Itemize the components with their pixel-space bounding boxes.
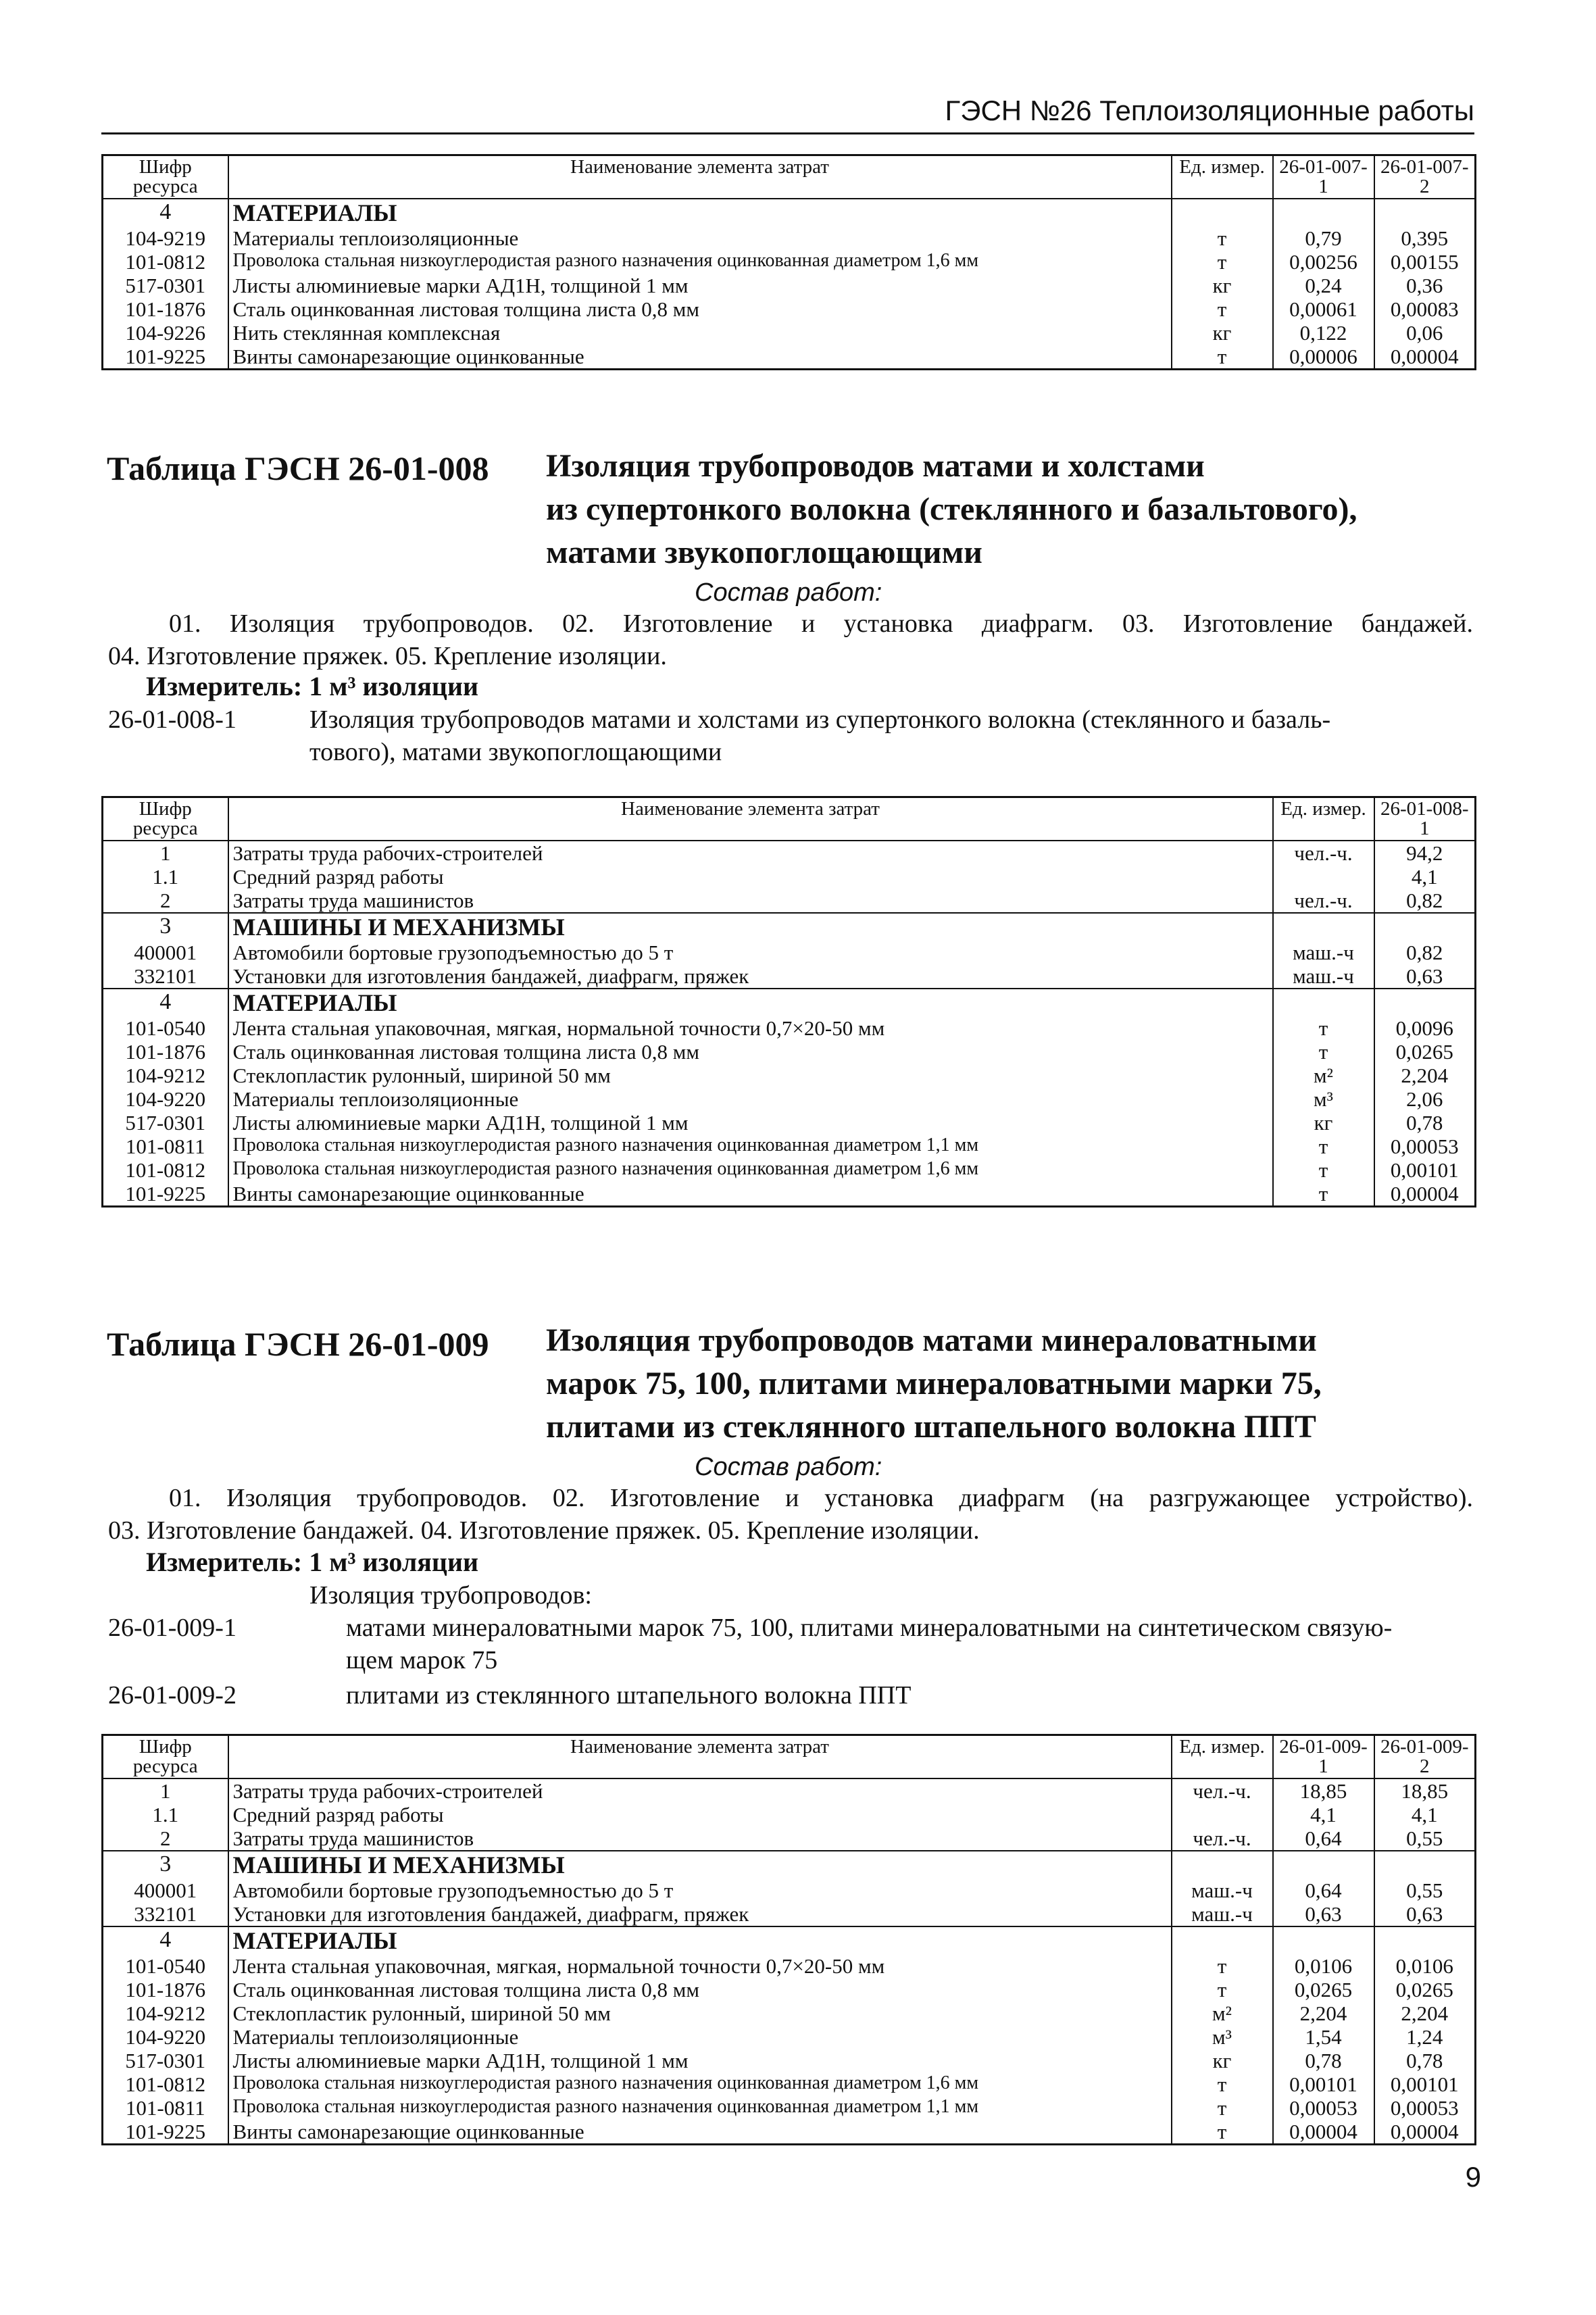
table-body [103,155,1476,370]
value-col-1: 0,00004 [1374,1182,1476,1207]
resource-code: 1.1 [103,865,228,889]
value-col-1: 0,00061 [1273,297,1374,321]
resource-code: 101-1876 [103,1040,228,1064]
unit-of-measure: чел.-ч. [1273,841,1374,865]
running-header: ГЭСН №26 Теплоизоляционные работы [945,95,1474,126]
cost-element-name: Стеклопластик рулонный, шириной 50 мм [228,2001,1172,2025]
table-title [546,1319,1322,1449]
value-col-1 [1273,1851,1374,1878]
unit-of-measure: чел.-ч. [1172,1826,1273,1851]
value-col-1: 2,204 [1273,2001,1374,2025]
table-row [103,1978,1476,2001]
table-row [103,321,1476,345]
cost-element-name: МАТЕРИАЛЫ [228,199,1172,226]
table-row [103,2049,1476,2072]
cost-element-name: Автомобили бортовые грузоподъемностью до 5 т [228,941,1273,964]
value-col-1: 0,64 [1273,1826,1374,1851]
item-description: тового), матами звукопоглощающими [309,738,722,766]
cost-element-name: Средний разряд работы [228,1803,1172,1826]
unit-of-measure: м³ [1172,2025,1273,2049]
work-composition-line: 03. Изготовление бандажей. 04. Изготовление пряжек. 05. Крепление изоляции. [108,1516,980,1545]
value-col-1: 2,204 [1374,1064,1476,1087]
resource-code: 1 [103,1778,228,1803]
unit-of-measure [1172,1803,1273,1826]
item-description: Изоляция трубопроводов матами и холстами из супертонкого волокна (стеклянного и базаль- [309,705,1331,734]
value-col-1: 4,1 [1273,1803,1374,1826]
table-row [103,1902,1476,1926]
resource-code: 101-0812 [103,250,228,274]
resource-code: 517-0301 [103,1111,228,1135]
value-col-2: 0,00155 [1374,250,1476,274]
measurement-unit: Измеритель: 1 м³ изоляции [146,671,479,701]
value-col-1: 0,64 [1273,1878,1374,1902]
header-name: Наименование элемента затрат [228,155,1172,199]
unit-of-measure: маш.-ч [1273,941,1374,964]
value-col-2 [1374,1926,1476,1954]
resource-code: 101-9225 [103,345,228,370]
cost-element-name: Затраты труда рабочих-строителей [228,841,1273,865]
resource-code: 2 [103,889,228,913]
cost-element-name: Листы алюминиевые марки АД1Н, толщиной 1 мм [228,2049,1172,2072]
unit-of-measure: т [1273,1040,1374,1064]
work-composition-heading: Состав работ: [695,1453,882,1481]
header-code: Шифр ресурса [103,797,228,841]
table-row [103,2096,1476,2120]
header-unit: Ед. измер. [1172,1735,1273,1779]
unit-of-measure [1172,1926,1273,1954]
table-row [103,1954,1476,1978]
resource-code: 1 [103,841,228,865]
table-title-line: Изоляция трубопроводов матами минераловатными [546,1322,1317,1358]
resource-code: 400001 [103,1878,228,1902]
unit-of-measure: кг [1172,274,1273,297]
resource-code: 101-9225 [103,2120,228,2145]
page-number: 9 [1465,2161,1481,2193]
unit-of-measure: т [1172,226,1273,250]
value-col-2: 0,78 [1374,2049,1476,2072]
resource-code: 4 [103,989,228,1016]
unit-of-measure: маш.-ч [1172,1902,1273,1926]
resource-code: 4 [103,1926,228,1954]
resource-table-008 [101,796,1476,1208]
resource-code: 101-0812 [103,2072,228,2096]
measurement-unit: Измеритель: 1 м³ изоляции [146,1547,479,1577]
resource-code: 101-0540 [103,1954,228,1978]
value-col-1: 0,82 [1374,941,1476,964]
value-col-1: 0,0106 [1273,1954,1374,1978]
value-col-2: 1,24 [1374,2025,1476,2049]
unit-of-measure: т [1172,2120,1273,2145]
unit-of-measure: т [1172,1954,1273,1978]
unit-of-measure: т [1172,2096,1273,2120]
value-col-1 [1374,989,1476,1016]
unit-of-measure: маш.-ч [1273,964,1374,989]
value-col-1: 0,00101 [1273,2072,1374,2096]
value-col-1 [1273,1926,1374,1954]
table-row [103,1182,1476,1207]
value-col-1: 0,24 [1273,274,1374,297]
table-body [103,1735,1476,2145]
table-header-row [103,155,1476,199]
cost-element-name: Проволока стальная низкоуглеродистая разного назначения оцинкованная диаметром 1,1 мм [228,2096,1172,2120]
value-col-2: 0,00004 [1374,2120,1476,2145]
table-title-line: из супертонкого волокна (стеклянного и базальтового), [546,491,1357,527]
resource-code: 101-1876 [103,297,228,321]
unit-of-measure: кг [1172,321,1273,345]
value-col-2: 0,0265 [1374,1978,1476,2001]
value-col-1 [1374,913,1476,941]
value-col-2: 0,00101 [1374,2072,1476,2096]
table-row [103,297,1476,321]
cost-element-name: Автомобили бортовые грузоподъемностью до 5 т [228,1878,1172,1902]
cost-element-name: Проволока стальная низкоуглеродистая разного назначения оцинкованная диаметром 1,6 мм [228,2072,1172,2096]
value-col-2: 2,204 [1374,2001,1476,2025]
value-col-1: 0,63 [1273,1902,1374,1926]
value-col-2: 0,00083 [1374,297,1476,321]
resource-table-009 [101,1734,1476,2145]
value-col-1: 0,122 [1273,321,1374,345]
unit-of-measure: кг [1172,2049,1273,2072]
value-col-2: 18,85 [1374,1778,1476,1803]
cost-element-name: Сталь оцинкованная листовая толщина листа 0,8 мм [228,297,1172,321]
unit-of-measure: т [1273,1158,1374,1182]
table-row [103,1016,1476,1040]
header-unit: Ед. измер. [1273,797,1374,841]
cost-element-name: Затраты труда машинистов [228,889,1273,913]
value-col-1: 0,0265 [1273,1978,1374,2001]
cost-element-name: МАТЕРИАЛЫ [228,1926,1172,1954]
unit-of-measure: м³ [1273,1087,1374,1111]
resource-code: 104-9219 [103,226,228,250]
cost-element-name: Винты самонарезающие оцинкованные [228,2120,1172,2145]
value-col-1: 0,00006 [1273,345,1374,370]
cost-element-name: Винты самонарезающие оцинкованные [228,1182,1273,1207]
cost-element-name: МАШИНЫ И МЕХАНИЗМЫ [228,913,1273,941]
table-title-line: плитами из стеклянного штапельного волокна ППТ [546,1409,1316,1445]
table-row [103,1778,1476,1803]
unit-of-measure: т [1172,345,1273,370]
item-intro: Изоляция трубопроводов: [309,1581,592,1610]
cost-element-name: Затраты труда машинистов [228,1826,1172,1851]
value-col-1: 0,0096 [1374,1016,1476,1040]
value-col-2: 0,63 [1374,1902,1476,1926]
cost-element-name: Лента стальная упаковочная, мягкая, нормальной точности 0,7×20-50 мм [228,1954,1172,1978]
item-code: 26-01-009-1 [108,1614,236,1642]
cost-element-name: Проволока стальная низкоуглеродистая разного назначения оцинкованная диаметром 1,1 мм [228,1135,1273,1158]
value-col-1: 0,63 [1374,964,1476,989]
table-row [103,345,1476,370]
header-col-1: 26-01-009-1 [1273,1735,1374,1779]
value-col-1: 0,00053 [1273,2096,1374,2120]
unit-of-measure [1172,199,1273,226]
unit-of-measure: чел.-ч. [1172,1778,1273,1803]
cost-element-name: Сталь оцинкованная листовая толщина листа 0,8 мм [228,1978,1172,2001]
work-composition-line: 01. Изоляция трубопроводов. 02. Изготовление и установка диафрагм (на разгружающее устройство). [169,1484,1473,1512]
header-rule [101,132,1474,134]
resource-code: 2 [103,1826,228,1851]
table-row [103,1087,1476,1111]
resource-code: 101-0540 [103,1016,228,1040]
resource-code: 104-9212 [103,2001,228,2025]
unit-of-measure: т [1172,1978,1273,2001]
unit-of-measure: т [1172,297,1273,321]
table-title-line: матами звукопоглощающими [546,534,982,570]
value-col-1: 0,79 [1273,226,1374,250]
unit-of-measure [1172,1851,1273,1878]
table-row [103,1803,1476,1826]
value-col-2: 0,0106 [1374,1954,1476,1978]
unit-of-measure: м² [1273,1064,1374,1087]
cost-element-name: Материалы теплоизоляционные [228,1087,1273,1111]
cost-element-name: Средний разряд работы [228,865,1273,889]
item-description: щем марок 75 [346,1646,498,1674]
header-unit: Ед. измер. [1172,155,1273,199]
table-row [103,274,1476,297]
value-col-1: 0,0265 [1374,1040,1476,1064]
resource-code: 104-9220 [103,1087,228,1111]
cost-element-name: Установки для изготовления бандажей, диафрагм, пряжек [228,964,1273,989]
table-row [103,1135,1476,1158]
resource-code: 104-9220 [103,2025,228,2049]
value-col-1: 18,85 [1273,1778,1374,1803]
table-row [103,941,1476,964]
unit-of-measure: кг [1273,1111,1374,1135]
table-row [103,250,1476,274]
work-composition-line: 04. Изготовление пряжек. 05. Крепление изоляции. [108,642,667,670]
value-col-1: 0,00256 [1273,250,1374,274]
table-header-row [103,1735,1476,1779]
resource-code: 101-0812 [103,1158,228,1182]
value-col-1: 2,06 [1374,1087,1476,1111]
cost-element-name: Листы алюминиевые марки АД1Н, толщиной 1 мм [228,274,1172,297]
resource-code: 400001 [103,941,228,964]
header-name: Наименование элемента затрат [228,797,1273,841]
header-name: Наименование элемента затрат [228,1735,1172,1779]
value-col-1: 0,82 [1374,889,1476,913]
table-row [103,889,1476,913]
table-row [103,1926,1476,1954]
cost-element-name: Установки для изготовления бандажей, диафрагм, пряжек [228,1902,1172,1926]
unit-of-measure: т [1273,1182,1374,1207]
value-col-1: 94,2 [1374,841,1476,865]
unit-of-measure: т [1172,250,1273,274]
header-code: Шифр ресурса [103,1735,228,1779]
unit-of-measure: т [1172,2072,1273,2096]
table-row [103,989,1476,1016]
work-composition-line: 01. Изоляция трубопроводов. 02. Изготовление и установка диафрагм. 03. Изготовление бандажей. [169,609,1473,638]
table-row [103,1111,1476,1135]
resource-code: 101-1876 [103,1978,228,2001]
value-col-2: 0,00004 [1374,345,1476,370]
unit-of-measure: чел.-ч. [1273,889,1374,913]
value-col-1: 0,78 [1374,1111,1476,1135]
table-row [103,1851,1476,1878]
value-col-1: 0,00101 [1374,1158,1476,1182]
table-row [103,1826,1476,1851]
header-col-1: 26-01-007-1 [1273,155,1374,199]
header-code: Шифр ресурса [103,155,228,199]
unit-of-measure [1273,989,1374,1016]
table-row [103,2001,1476,2025]
value-col-2 [1374,199,1476,226]
value-col-2: 0,00053 [1374,2096,1476,2120]
table-row [103,2025,1476,2049]
resource-code: 4 [103,199,228,226]
table-title-line: Изоляция трубопроводов матами и холстами [546,448,1205,484]
item-code: 26-01-008-1 [108,705,236,734]
table-header-row [103,797,1476,841]
table-label: Таблица ГЭСН 26-01-008 [107,449,489,487]
item-description: матами минераловатными марок 75, 100, плитами минераловатными на синтетическом связую- [346,1614,1393,1642]
resource-code: 332101 [103,964,228,989]
table-row [103,1878,1476,1902]
resource-code: 101-0811 [103,2096,228,2120]
table-row [103,964,1476,989]
unit-of-measure: т [1273,1016,1374,1040]
value-col-2: 0,06 [1374,321,1476,345]
value-col-2: 4,1 [1374,1803,1476,1826]
cost-element-name: Винты самонарезающие оцинкованные [228,345,1172,370]
value-col-1: 0,00004 [1273,2120,1374,2145]
cost-element-name: Лента стальная упаковочная, мягкая, нормальной точности 0,7×20-50 мм [228,1016,1273,1040]
cost-element-name: МАТЕРИАЛЫ [228,989,1273,1016]
cost-element-name: Сталь оцинкованная листовая толщина листа 0,8 мм [228,1040,1273,1064]
resource-code: 517-0301 [103,274,228,297]
cost-element-name: Проволока стальная низкоуглеродистая разного назначения оцинкованная диаметром 1,6 мм [228,250,1172,274]
cost-element-name: Затраты труда рабочих-строителей [228,1778,1172,1803]
value-col-2: 0,55 [1374,1826,1476,1851]
table-row [103,841,1476,865]
value-col-1: 4,1 [1374,865,1476,889]
table-row [103,226,1476,250]
resource-code: 104-9212 [103,1064,228,1087]
cost-element-name: Листы алюминиевые марки АД1Н, толщиной 1 мм [228,1111,1273,1135]
table-title [546,445,1357,574]
cost-element-name: Материалы теплоизоляционные [228,2025,1172,2049]
resource-code: 332101 [103,1902,228,1926]
resource-code: 3 [103,1851,228,1878]
table-row [103,1158,1476,1182]
table-row [103,199,1476,226]
value-col-2: 0,395 [1374,226,1476,250]
table-row [103,2072,1476,2096]
unit-of-measure: т [1273,1135,1374,1158]
item-description: плитами из стеклянного штапельного волокна ППТ [346,1681,912,1710]
unit-of-measure [1273,913,1374,941]
table-row [103,1040,1476,1064]
table-row [103,865,1476,889]
table-title-line: марок 75, 100, плитами минераловатными марки 75, [546,1366,1322,1401]
unit-of-measure: м² [1172,2001,1273,2025]
value-col-2: 0,55 [1374,1878,1476,1902]
item-code: 26-01-009-2 [108,1681,236,1710]
value-col-1: 0,78 [1273,2049,1374,2072]
table-label: Таблица ГЭСН 26-01-009 [107,1325,489,1363]
work-composition-heading: Состав работ: [695,578,882,607]
cost-element-name: Нить стеклянная комплексная [228,321,1172,345]
value-col-1 [1273,199,1374,226]
resource-code: 3 [103,913,228,941]
table-row [103,2120,1476,2145]
resource-code: 101-9225 [103,1182,228,1207]
resource-code: 101-0811 [103,1135,228,1158]
header-col-1: 26-01-008-1 [1374,797,1476,841]
cost-element-name: МАШИНЫ И МЕХАНИЗМЫ [228,1851,1172,1878]
resource-table-007 [101,154,1476,370]
table-body [103,797,1476,1207]
resource-code: 517-0301 [103,2049,228,2072]
unit-of-measure: маш.-ч [1172,1878,1273,1902]
resource-code: 104-9226 [103,321,228,345]
value-col-2 [1374,1851,1476,1878]
value-col-2: 0,36 [1374,274,1476,297]
cost-element-name: Проволока стальная низкоуглеродистая разного назначения оцинкованная диаметром 1,6 мм [228,1158,1273,1182]
table-row [103,913,1476,941]
header-col-2: 26-01-007-2 [1374,155,1476,199]
value-col-1: 1,54 [1273,2025,1374,2049]
cost-element-name: Стеклопластик рулонный, шириной 50 мм [228,1064,1273,1087]
cost-element-name: Материалы теплоизоляционные [228,226,1172,250]
value-col-1: 0,00053 [1374,1135,1476,1158]
resource-code: 1.1 [103,1803,228,1826]
table-row [103,1064,1476,1087]
header-col-2: 26-01-009-2 [1374,1735,1476,1779]
unit-of-measure [1273,865,1374,889]
